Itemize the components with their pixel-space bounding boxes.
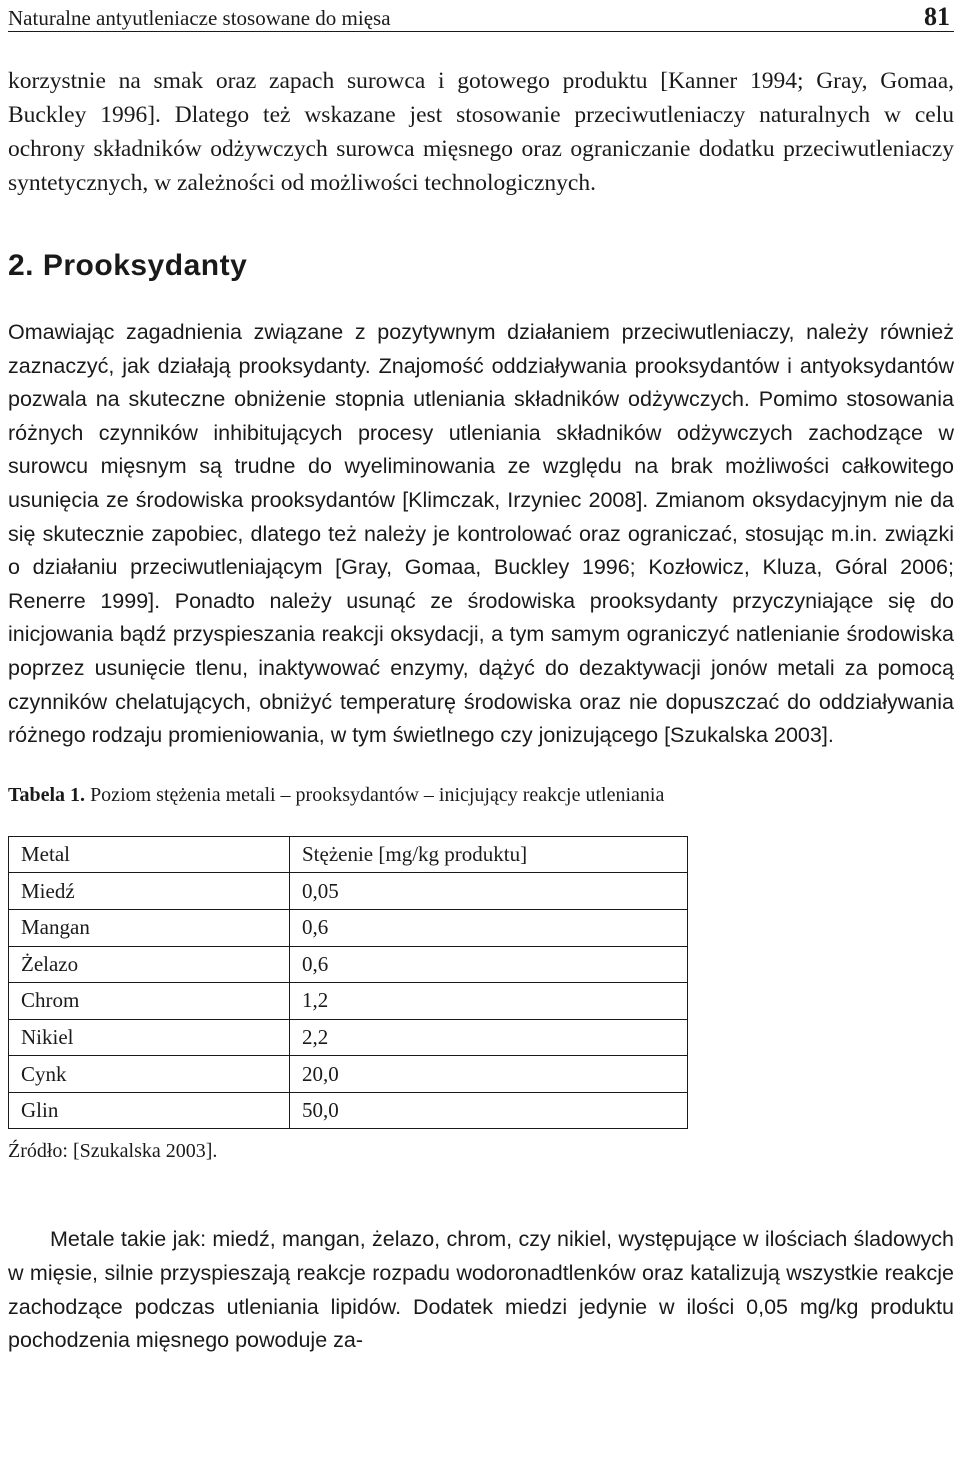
page-header (8, 0, 954, 32)
table-row (9, 1019, 688, 1056)
metal-cell: Nikiel (9, 1019, 290, 1056)
concentration-cell: 0,6 (290, 909, 688, 946)
metals-table (8, 836, 688, 1130)
running-title: Naturalne antyutleniacze stosowane do mięsa (8, 6, 391, 30)
section-heading: 2. Prooksydanty (8, 249, 248, 282)
paragraph-intro: korzystnie na smak oraz zapach surowca i gotowego produktu [Kanner 1994; Gray, Gomaa, Buckley 1996]. Dlatego też wskazane jest stosowanie przeciwutleniaczy naturalnych w celu ochrony składników odżywczych surowca mięsnego oraz ograniczanie dodatku przeciwutleniaczy syntetycznych, w zależności od możliwości technologicznych. (8, 68, 954, 196)
table-row (9, 873, 688, 910)
table-row (9, 983, 688, 1020)
metal-cell: Chrom (9, 983, 290, 1020)
metal-cell: Cynk (9, 1056, 290, 1093)
concentration-cell: 2,2 (290, 1019, 688, 1056)
table-row (9, 946, 688, 983)
metal-cell: Miedź (9, 873, 290, 910)
concentration-cell: 0,05 (290, 873, 688, 910)
table-row (9, 1056, 688, 1093)
concentration-cell: 50,0 (290, 1092, 688, 1129)
page-number: 81 (924, 2, 950, 31)
paragraph-metals: Metale takie jak: miedź, mangan, żelazo, chrom, czy nikiel, występujące w ilościach śladowych w mięsie, silnie przyspieszają reakcje rozpadu wodoronadtlenków oraz katalizują wszystkie reakcje zachodzące podczas utleniania lipidów. Dodatek miedzi jedynie w ilości 0,05 mg/kg produktu pochodzenia mięsnego powoduje za- (8, 1227, 954, 1353)
header-concentration: Stężenie [mg/kg produktu] (290, 836, 688, 873)
concentration-cell: 0,6 (290, 946, 688, 983)
paragraph-prooksydanty: Omawiając zagadnienia związane z pozytywnym działaniem przeciwutleniaczy, należy również zaznaczyć, jak działają prooksydanty. Znajomość oddziaływania prooksydantów i antyoksydantów pozwala na skuteczne obniżenie stopnia utleniania składników odżywczych. Pomimo stosowania różnych czynników inhibitujących procesy utleniania składników odżywczych zachodzące w surowcu mięsnym są trudne do wyeliminowania ze względu na brak możliwości całkowitego usunięcia ze środowiska prooksydantów [Klimczak, Irzyniec 2008]. Zmianom oksydacyjnym nie da się skutecznie zapobiec, dlatego też należy je kontrolować oraz ograniczać, stosując m.in. związki o działaniu przeciwutleniającym [Gray, Gomaa, Buckley 1996; Kozłowicz, Kluza, Góral 2006; Renerre 1999]. Ponadto należy usunąć ze środowiska prooksydanty przyczyniające się do inicjowania bądź przyspieszania reakcji oksydacji, a tym samym ograniczyć natlenianie środowiska poprzez usunięcie tlenu, inaktywować enzymy, dążyć do dezaktywacji jonów metali za pomocą czynników chelatujących, obniżyć temperaturę środowiska oraz nie dopuszczać do oddziaływania różnego rodzaju promieniowania, w tym świetlnego czy jonizującego [Szukalska 2003]. (8, 320, 954, 748)
concentration-cell: 20,0 (290, 1056, 688, 1093)
table-label: Tabela 1. (8, 783, 86, 806)
metal-cell: Glin (9, 1092, 290, 1129)
table-caption (8, 781, 688, 810)
metal-cell: Żelazo (9, 946, 290, 983)
table-source: Źródło: [Szukalska 2003]. (8, 1140, 218, 1163)
header-metal: Metal (9, 836, 290, 873)
table-caption-text: Poziom stężenia metali – prooksydantów – inicjujący reakcje utleniania (90, 783, 665, 806)
table-row (9, 1092, 688, 1129)
concentration-cell: 1,2 (290, 983, 688, 1020)
metal-cell: Mangan (9, 909, 290, 946)
table-row (9, 909, 688, 946)
table-header-row (9, 836, 688, 873)
